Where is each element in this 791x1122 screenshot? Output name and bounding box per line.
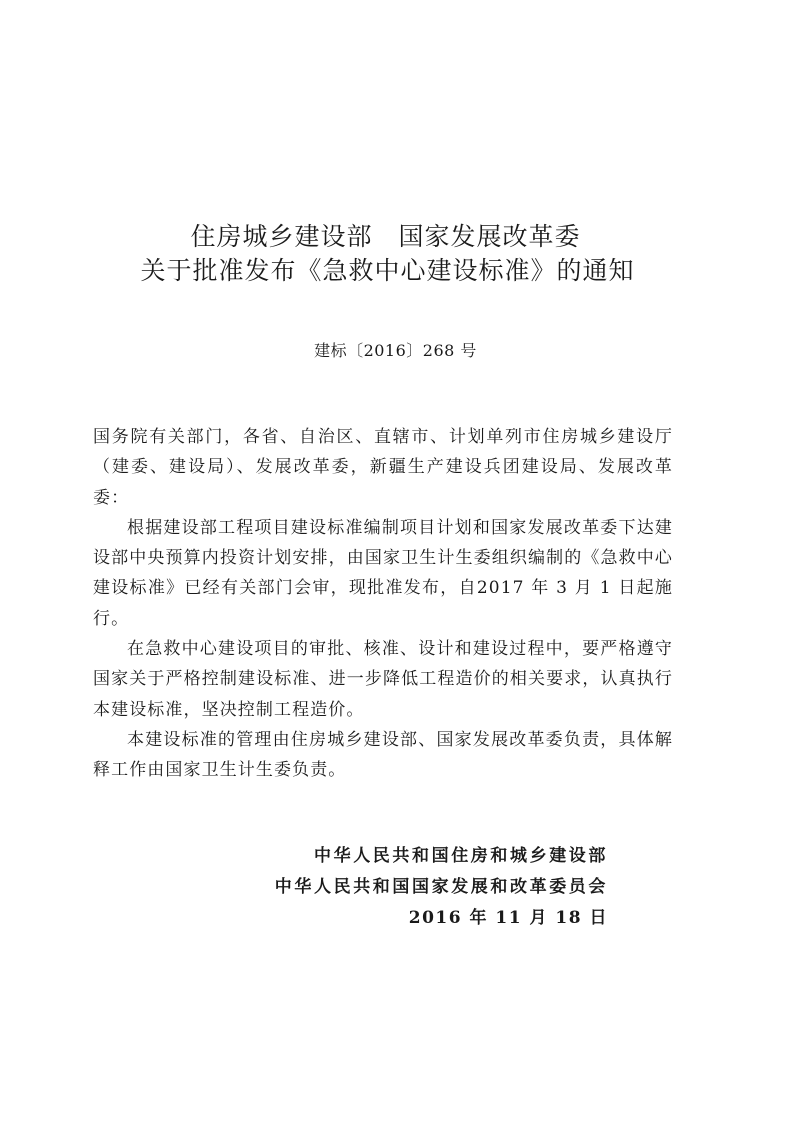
body-paragraph-management: 本建设标准的管理由住房城乡建设部、国家发展改革委负责，具体解释工作由国家卫生计生委负责。 xyxy=(93,729,673,781)
addressee-paragraph: 国务院有关部门，各省、自治区、直辖市、计划单列市住房城乡建设厅（建委、建设局）、发展改革委，新疆生产建设兵团建设局、发展改革委： xyxy=(93,427,673,508)
signature-date: 2016 年 11 月 18 日 xyxy=(408,908,608,928)
notice-title-line-2: 关于批准发布《急救中心建设标准》的通知 xyxy=(140,256,635,285)
notice-body xyxy=(93,422,673,786)
document-number: 建标〔2016〕268 号 xyxy=(314,341,477,360)
body-paragraph-requirements: 在急救中心建设项目的审批、核准、设计和建设过程中，要严格遵守国家关于严格控制建设标准、进一步降低工程造价的相关要求，认真执行本建设标准，坚决控制工程造价。 xyxy=(93,639,673,720)
signatory-ministry-housing: 中华人民共和国住房和城乡建设部 xyxy=(314,846,608,866)
body-paragraph-approval: 根据建设部工程项目建设标准编制项目计划和国家发展改革委下达建设部中央预算内投资计划安排，由国家卫生计生委组织编制的《急救中心建设标准》已经有关部门会审，现批准发布，自2017 年 3 月 1 日起施行。 xyxy=(93,517,673,629)
signatory-ndrc: 中华人民共和国国家发展和改革委员会 xyxy=(274,877,608,897)
notice-title-line-1: 住房城乡建设部 国家发展改革委 xyxy=(190,222,581,251)
